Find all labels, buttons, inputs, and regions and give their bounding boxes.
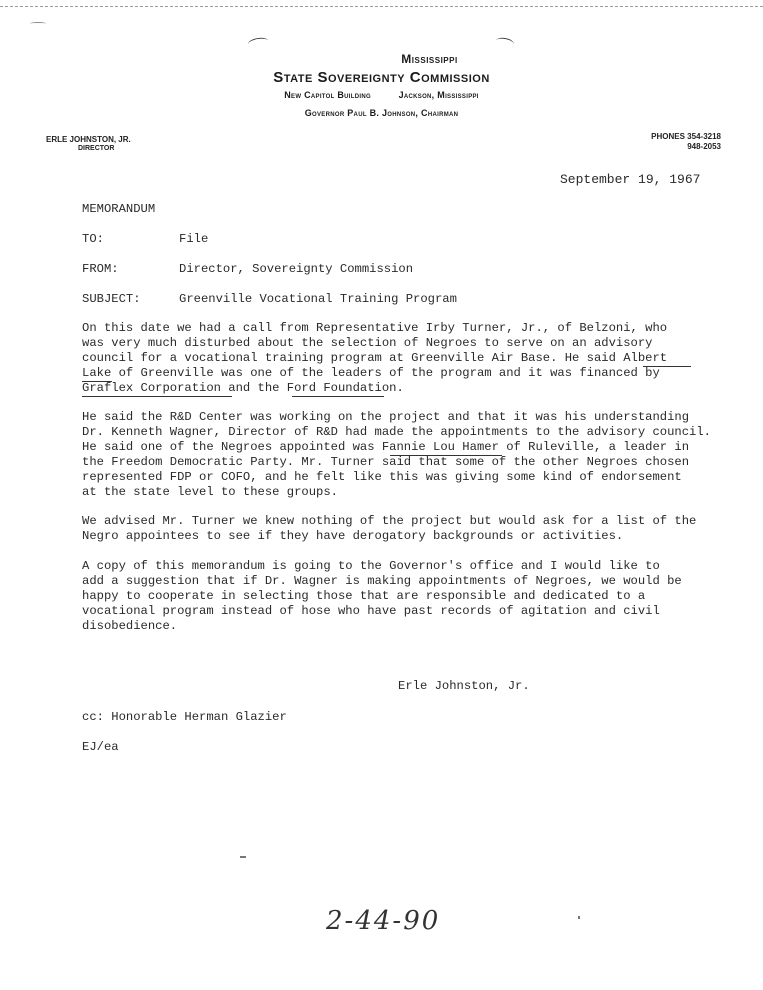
letterhead-address — [0, 90, 763, 100]
signature-name: Erle Johnston, Jr. — [398, 679, 530, 693]
letterhead-state: Mississippi — [401, 52, 458, 66]
underline-ford — [292, 396, 384, 397]
to-value: File — [179, 232, 209, 246]
underline-albert-lake-1 — [643, 366, 691, 367]
scan-speck-mid — [240, 856, 246, 858]
typist-initials: EJ/ea — [82, 740, 119, 754]
body-paragraph-1: On this date we had a call from Representative Irby Turner, Jr., of Belzoni, who was very much disturbed about the selection of Negroes to serve on an advisory council for a vocational training program at Greenville Air Base. He said Albert Lake of Greenville was one of the leaders of the program and it was financed by Graflex Corporation and the Ford Foundation. — [82, 321, 668, 395]
scan-speck-top-left — [30, 22, 46, 25]
underline-albert-lake-2 — [82, 381, 112, 382]
cc-line: cc: Honorable Herman Glazier — [82, 710, 287, 724]
body-paragraph-2: He said the R&D Center was working on the project and that it was his understanding Dr. Kenneth Wagner, Director of R&D had made the appointments to the advisory council. He said one of the Negroes appointed was Fannie Lou Hamer of Ruleville, a leader in the Freedom Democratic Party. Mr. Turner said that some of the other Negroes chosen represented FDP or COFO, and he felt like this was giving some kind of endorsement at the state level to these groups. — [82, 410, 711, 499]
handwritten-file-number: 2-44-90 — [326, 906, 441, 936]
body-paragraph-3: We advised Mr. Turner we knew nothing of the project but would ask for a list of the Negro appointees to see if they have derogatory backgrounds or activities. — [82, 514, 697, 543]
subject-label: SUBJECT: — [82, 292, 141, 306]
scan-speck-right — [578, 916, 580, 919]
phones-line2: 948-2053 — [687, 142, 721, 151]
letterhead-commission: State Sovereignty Commission — [273, 69, 490, 86]
address-building: New Capitol Building — [284, 90, 371, 100]
director-name: ERLE JOHNSTON, JR. — [46, 135, 131, 144]
letterhead-governor: Governor Paul B. Johnson, Chairman — [304, 108, 459, 118]
body-paragraph-4: A copy of this memorandum is going to the Governor's office and I would like to add a suggestion that if Dr. Wagner is making appointments of Negroes, we would be happy to cooperate in selecting those that are responsible and dedicated to a vocational program instead of hose who have past records of agitation and civil disobedience. — [82, 559, 682, 633]
underline-fannie-lou-hamer — [390, 455, 502, 456]
address-city: Jackson, Mississippi — [398, 90, 479, 100]
from-value: Director, Sovereignty Commission — [179, 262, 414, 276]
phones-line1: PHONES 354-3218 — [651, 132, 721, 141]
director-title: DIRECTOR — [78, 145, 115, 152]
top-dashed-rule — [0, 6, 763, 7]
memo-date: September 19, 1967 — [560, 172, 701, 187]
underline-graflex — [82, 396, 232, 397]
memo-heading: MEMORANDUM — [82, 202, 156, 216]
subject-value: Greenville Vocational Training Program — [179, 292, 457, 306]
to-label: TO: — [82, 232, 104, 246]
corner-mark-right — [495, 36, 514, 49]
corner-mark-left — [247, 36, 268, 48]
from-label: FROM: — [82, 262, 119, 276]
